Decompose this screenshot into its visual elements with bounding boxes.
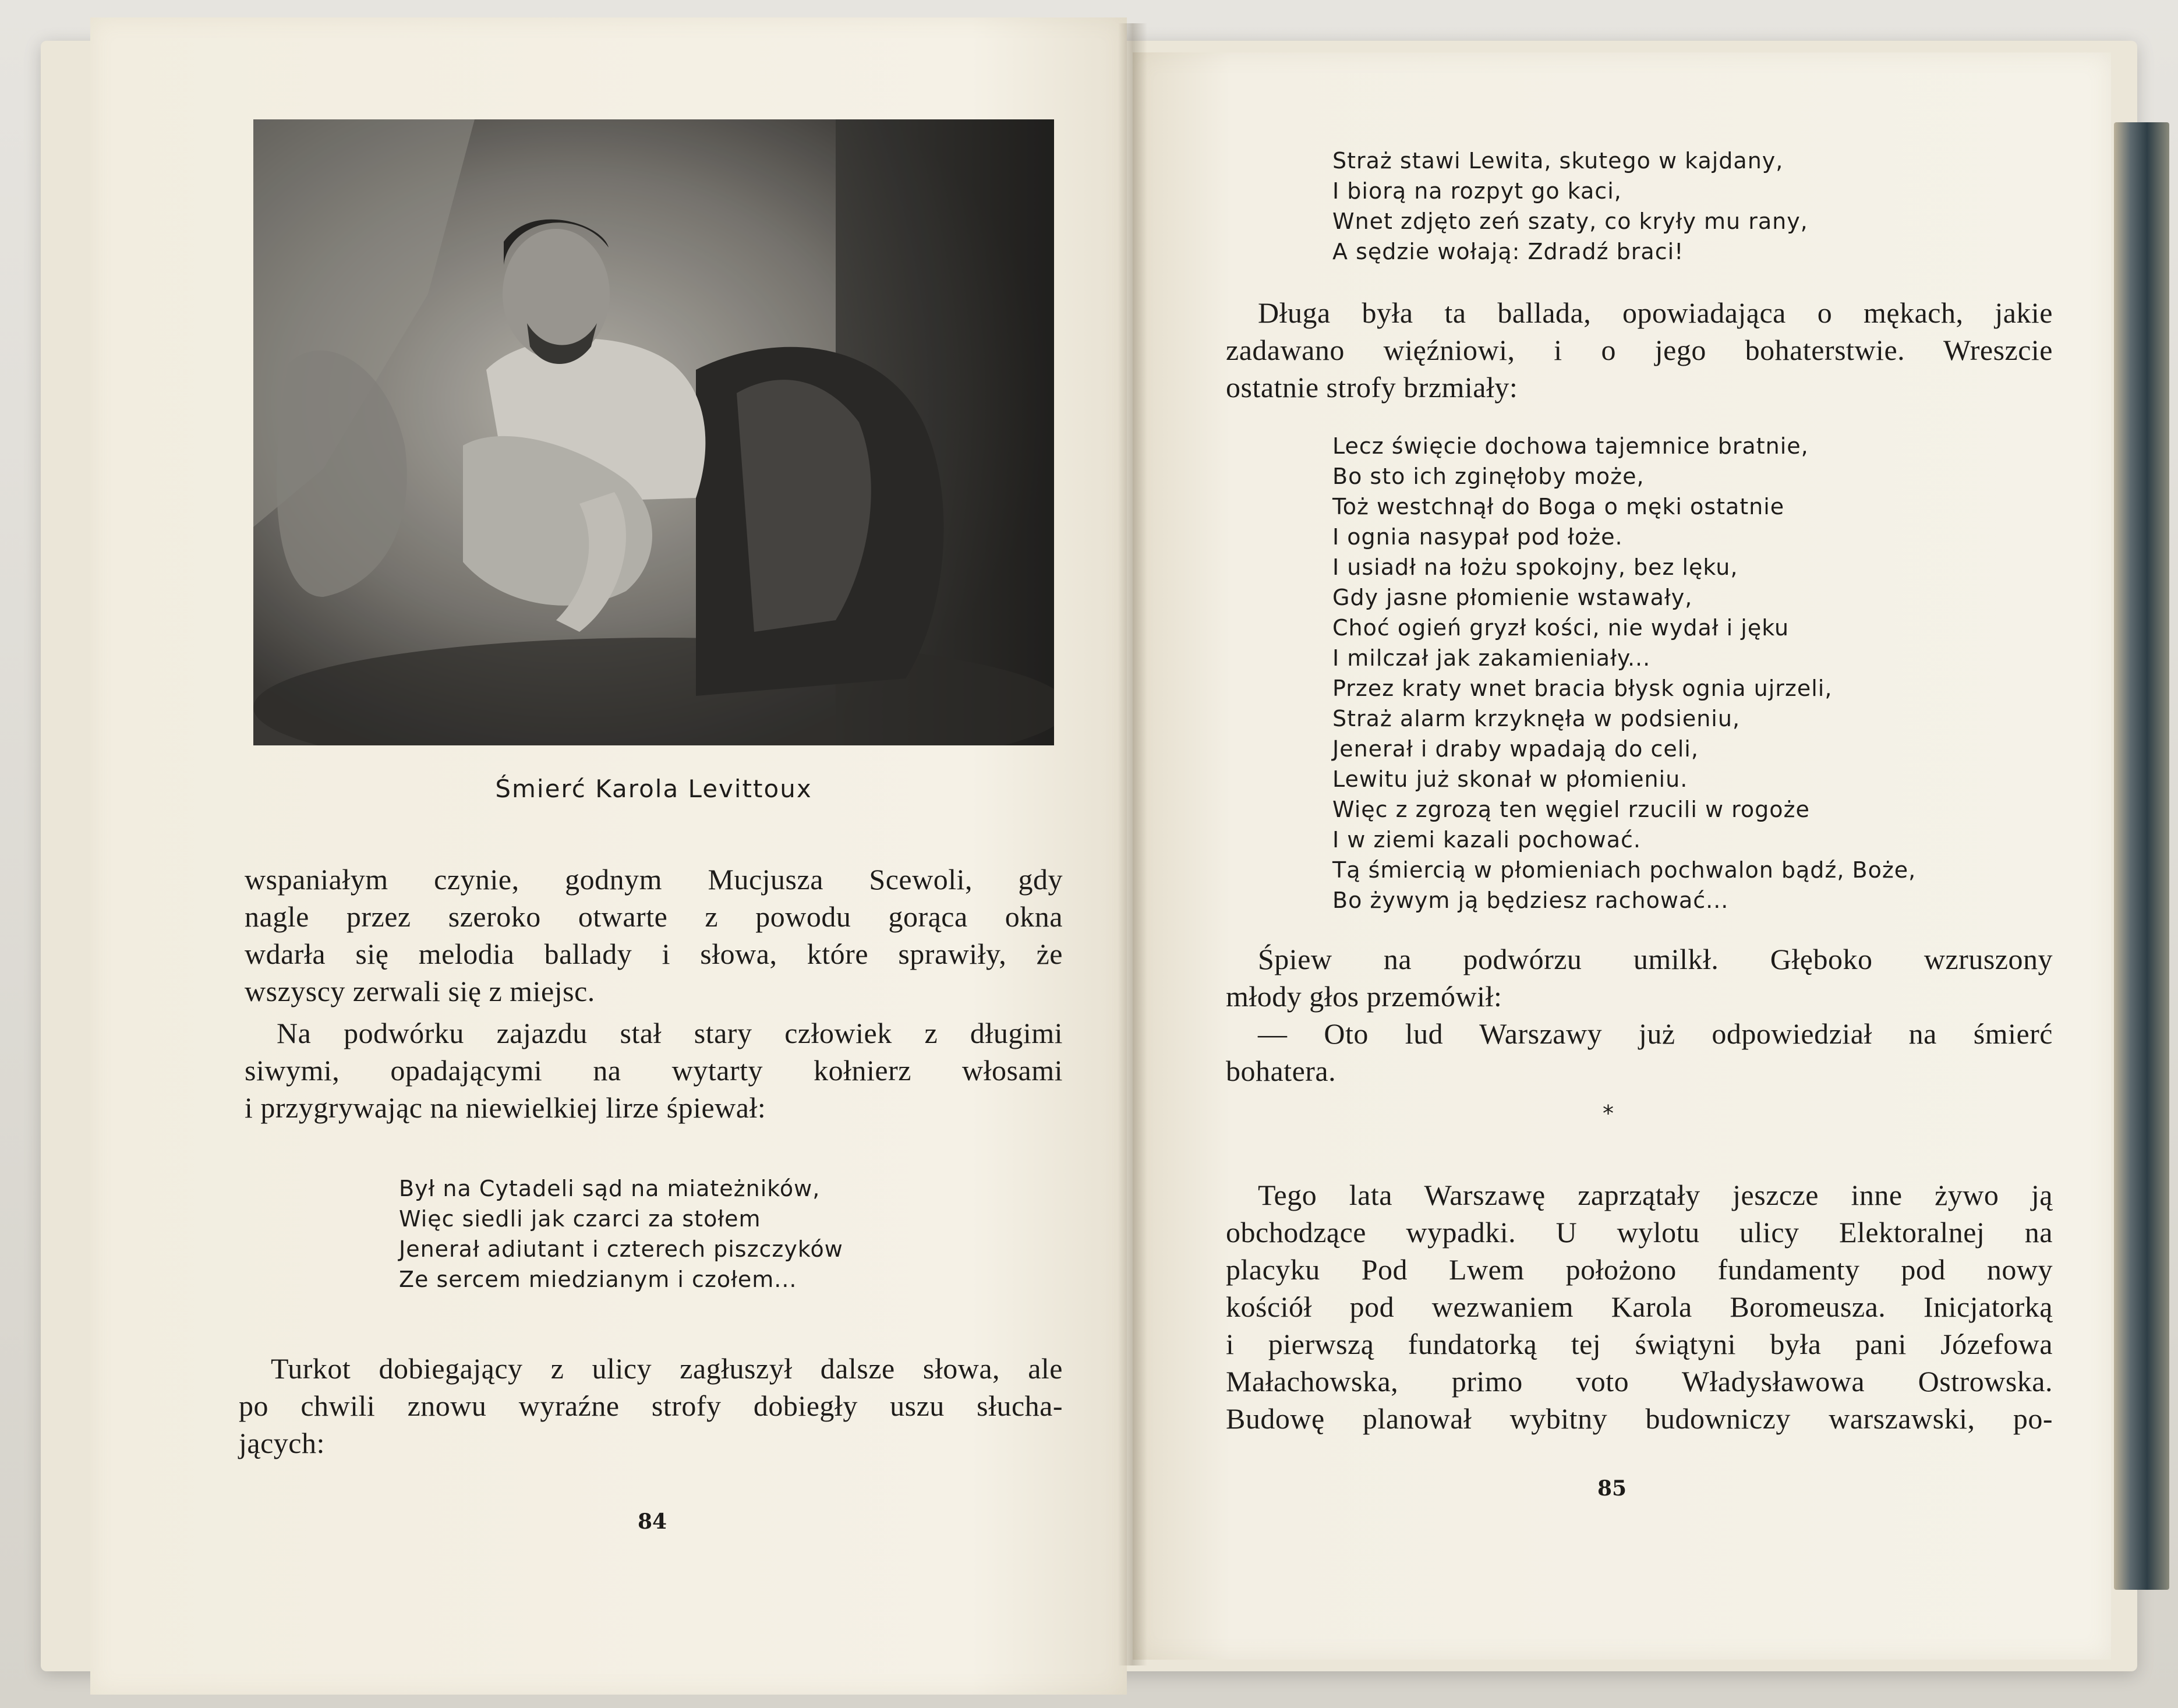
text-line: obchodzące wypadki. U wylotu ulicy Elektoralnej na [1226, 1216, 2053, 1249]
text-line: wszyscy zerwali się z miejsc. [245, 975, 595, 1007]
text-line: Małachowska, primo voto Władysławowa Ostrowska. [1226, 1365, 2053, 1398]
verse-line: Lecz święcie dochowa tajemnice bratnie, [1332, 433, 1809, 459]
verse-line: I milczał jak zakamieniały... [1332, 645, 1651, 671]
verse-line: I w ziemi kazali pochować. [1332, 827, 1641, 853]
text-line: Długa była ta ballada, opowiadająca o mękach, jakie [1258, 296, 2053, 329]
engraving-picture [253, 119, 1054, 745]
verse-line: I biorą na rozpyt go kaci, [1332, 178, 1622, 204]
verse-line: Lewitu już skonał w płomieniu. [1332, 766, 1688, 792]
verse-line: Straż stawi Lewita, skutego w kajdany, [1332, 148, 1784, 174]
right-paragraph-1 [1226, 294, 2053, 406]
verse-line: Bo sto ich zginęłoby może, [1332, 464, 1645, 489]
verse-line: Był na Cytadeli sąd na miateżników, [399, 1176, 821, 1201]
verse-line: Gdy jasne płomienie wstawały, [1332, 585, 1693, 610]
illustration-caption: Śmierć Karola Levittoux [495, 775, 812, 803]
text-line: siwymi, opadającymi na wytarty kołnierz włosami [245, 1054, 1063, 1087]
verse-line: Wnet zdjęto zeń szaty, co kryły mu rany, [1332, 208, 1808, 234]
verse-line: Toż westchnął do Boga o męki ostatnie [1332, 494, 1785, 519]
right-ballad-verse-1 [1332, 146, 1808, 267]
text-line: Turkot dobiegający z ulicy zagłuszył dalsze słowa, ale [271, 1352, 1063, 1385]
text-line: jących: [239, 1427, 325, 1459]
text-line: Budowę planował wybitny budowniczy warszawski, po- [1226, 1402, 2053, 1435]
left-paragraph-1 [245, 861, 1063, 1010]
page-number-left: 84 [637, 1509, 667, 1534]
page-number-right: 85 [1597, 1476, 1627, 1501]
verse-line: A sędzie wołają: Zdradź braci! [1332, 239, 1684, 264]
section-separator: * [1603, 1101, 1614, 1126]
book-gutter [1118, 23, 1147, 1665]
verse-line: Straż alarm krzyknęła w podsieniu, [1332, 706, 1741, 731]
cover-edge [2114, 122, 2169, 1590]
verse-line: Bo żywym ją będziesz rachować... [1332, 887, 1729, 913]
verse-line: I usiadł na łożu spokojny, bez lęku, [1332, 554, 1738, 580]
right-paragraph-2 [1226, 940, 2053, 1090]
text-line: zadawano więźniowi, i o jego bohaterstwie. Wreszcie [1226, 334, 2053, 366]
text-line: — Oto lud Warszawy już odpowiedział na śmierć [1258, 1017, 2053, 1050]
verse-line: Więc siedli jak czarci za stołem [399, 1206, 761, 1232]
text-line: Tego lata Warszawę zaprzątały jeszcze inne żywo ją [1258, 1179, 2053, 1211]
text-line: wdarła się melodia ballady i słowa, które sprawiły, że [245, 938, 1063, 970]
engraving-illustration [253, 119, 1054, 745]
right-ballad-verse-2 [1332, 431, 1916, 915]
left-ballad-verse [399, 1173, 843, 1295]
text-line: kościół pod wezwaniem Karola Boromeusza. Inicjatorką [1226, 1290, 2053, 1323]
verse-line: Tą śmiercią w płomieniach pochwalon bądź, Boże, [1332, 857, 1917, 883]
text-line: po chwili znowu wyraźne strofy dobiegły uszu słucha- [239, 1389, 1063, 1422]
text-line: ostatnie strofy brzmiały: [1226, 371, 1518, 404]
text-line: i przygrywając na niewielkiej lirze śpiewał: [245, 1091, 766, 1124]
verse-line: I ognia nasypał pod łoże. [1332, 524, 1623, 550]
left-paragraph-2 [245, 1014, 1063, 1126]
text-line: bohatera. [1226, 1055, 1336, 1087]
left-paragraph-3 [239, 1350, 1063, 1462]
text-line: nagle przez szeroko otwarte z powodu gorąca okna [245, 900, 1063, 933]
text-line: i pierwszą fundatorką tej świątyni była pani Józefowa [1226, 1328, 2053, 1360]
right-paragraph-3 [1226, 1176, 2053, 1437]
verse-line: Ze sercem miedzianym i czołem... [399, 1267, 797, 1292]
verse-line: Jenerał i draby wpadają do celi, [1332, 736, 1699, 762]
text-line: Na podwórku zajazdu stał stary człowiek z długimi [277, 1017, 1063, 1049]
text-line: wspaniałym czynie, godnym Mucjusza Scewoli, gdy [245, 863, 1063, 896]
verse-line: Jenerał adiutant i czterech piszczyków [399, 1236, 843, 1262]
verse-line: Więc z zgrozą ten węgiel rzucili w rogoże [1332, 797, 1810, 822]
verse-line: Przez kraty wnet bracia błysk ognia ujrzeli, [1332, 676, 1833, 701]
text-line: placyku Pod Lwem położono fundamenty pod nowy [1226, 1253, 2053, 1286]
text-line: młody głos przemówił: [1226, 980, 1502, 1013]
verse-line: Choć ogień gryzł kości, nie wydał i jęku [1332, 615, 1790, 641]
text-line: Śpiew na podwórzu umilkł. Głęboko wzruszony [1258, 943, 2053, 975]
